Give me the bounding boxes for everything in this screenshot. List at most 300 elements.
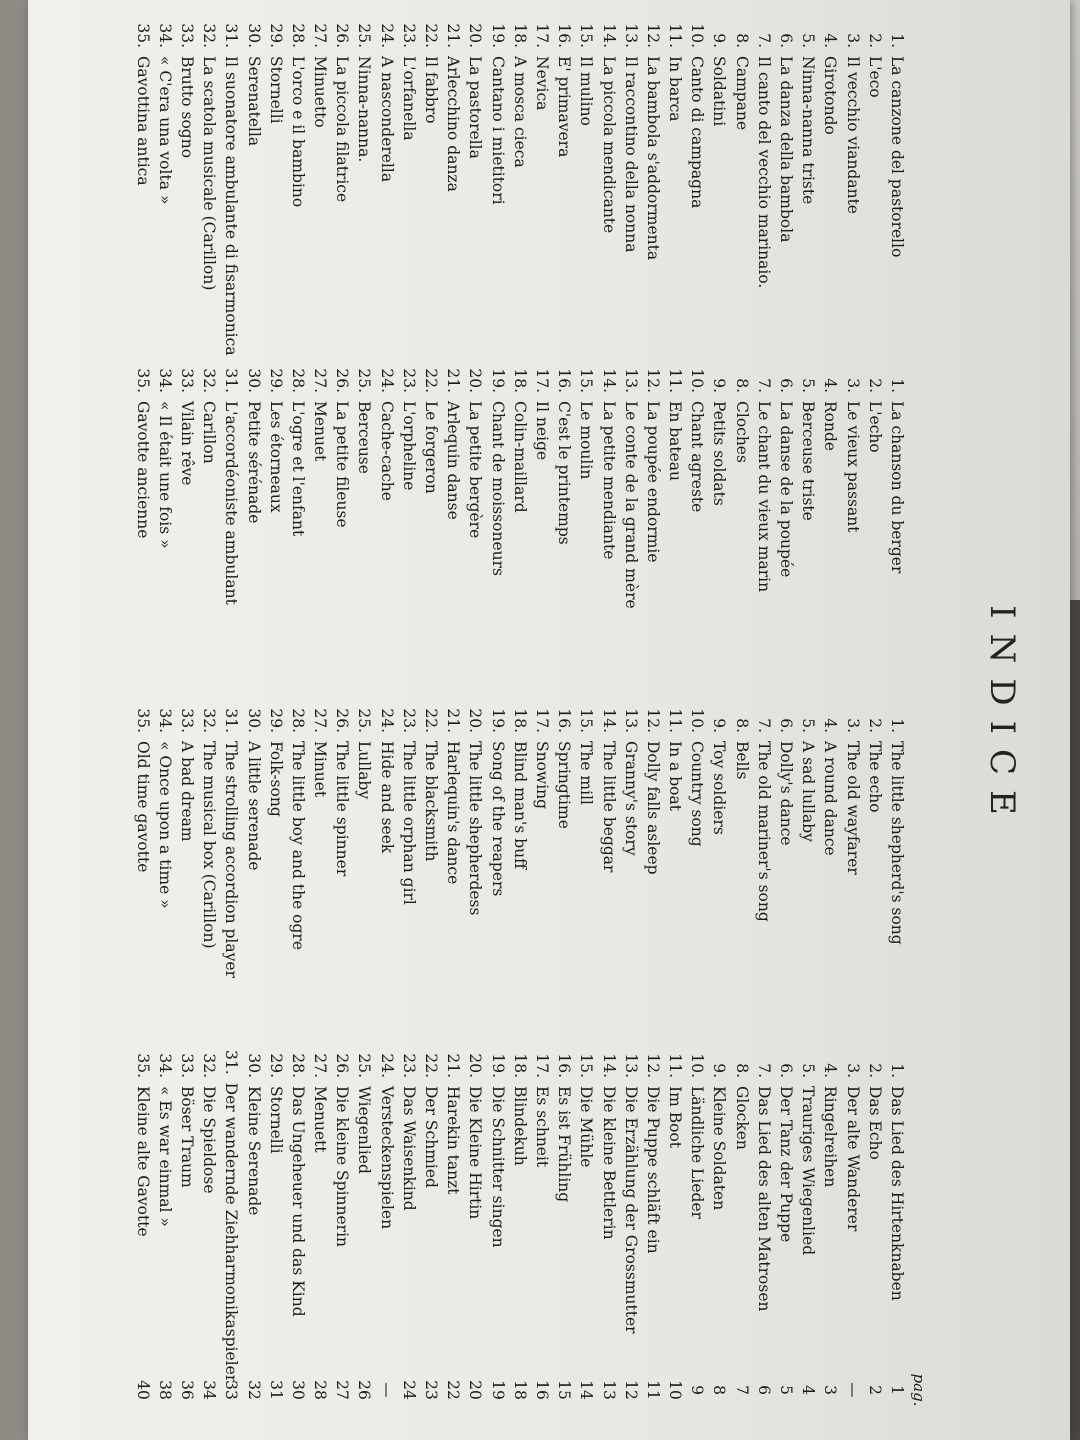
index-entry (287, 365, 309, 705)
index-entry (841, 20, 863, 365)
entry-number: 18. (510, 708, 529, 733)
index-entry (886, 705, 908, 1050)
page-number: 27 (333, 1380, 352, 1400)
entry-title: Song of the reapers (488, 741, 507, 897)
entry-number: 21. (444, 708, 463, 733)
index-entry (864, 705, 886, 1050)
entry-number: 32. (200, 23, 219, 48)
index-entry (486, 1050, 508, 1365)
paper-sheet (28, 0, 1070, 1440)
index-entry (220, 1050, 242, 1383)
entry-title: Ninna-nanna. (355, 56, 374, 163)
index-entry (753, 1050, 775, 1365)
index-entry (708, 1050, 730, 1365)
page-number: 2 (865, 1385, 884, 1395)
index-entry (154, 365, 176, 705)
entry-number: 11. (666, 1053, 685, 1078)
entry-title: Die Erzählung der Grossmutter (621, 1086, 640, 1334)
entry-number: 6. (777, 378, 796, 393)
entry-number: 25. (355, 708, 374, 733)
index-entry (242, 1050, 264, 1365)
index-entry (176, 1050, 198, 1365)
index-entry (531, 1050, 553, 1365)
index-entry (154, 705, 176, 1050)
entry-title: In barca (666, 56, 685, 122)
page-number: 32 (244, 1380, 263, 1400)
entry-number: 15. (577, 23, 596, 48)
entry-title: Il vecchio viandante (843, 56, 862, 214)
entry-number: 3. (843, 33, 862, 48)
page-number: 14 (577, 1380, 596, 1400)
entry-title: La pastorella (466, 56, 485, 159)
index-entry (753, 365, 775, 705)
entry-number: 20. (466, 1053, 485, 1078)
entry-title: Blind man's buff (510, 741, 529, 870)
page-number: 11 (643, 1380, 662, 1400)
index-entry (420, 1050, 442, 1365)
index-entry (442, 20, 464, 365)
entry-title: Girotondo (821, 56, 840, 135)
page-number: 38 (155, 1380, 174, 1400)
index-entry (819, 1050, 841, 1365)
entry-number: 34. (155, 23, 174, 48)
entry-number: 14. (599, 1053, 618, 1078)
entry-title: The little boy and the ogre (288, 741, 307, 951)
entry-title: E' primavera (555, 56, 574, 158)
entry-number: 31. (222, 1050, 241, 1075)
entry-title: Toy soldiers (710, 741, 729, 835)
entry-number: 5. (799, 718, 818, 733)
entry-number: 30. (244, 368, 263, 393)
entry-number: 20. (466, 368, 485, 393)
entry-title: L'orpheline (399, 401, 418, 491)
entry-title: The strolling accordion player (222, 741, 241, 978)
page-number: 31 (266, 1380, 285, 1400)
entry-title: Dolly's dance (777, 741, 796, 846)
entry-number: 6. (777, 1063, 796, 1078)
index-entry (753, 20, 775, 365)
index-entry (819, 20, 841, 365)
entry-title: Dolly falls asleep (643, 741, 662, 875)
entry-title: Die Mühle (577, 1086, 596, 1168)
index-entry (819, 365, 841, 705)
index-entry (464, 20, 486, 365)
index-entry (420, 705, 442, 1050)
entry-title: Böser Traum (178, 1086, 196, 1188)
entry-title: Folk-song (266, 741, 285, 817)
entry-title: La danza della bambola (777, 56, 796, 243)
entry-number: 23. (399, 23, 418, 48)
index-entry (819, 705, 841, 1050)
entry-number: 11. (666, 708, 685, 733)
entry-number: 4. (821, 378, 840, 393)
index-entry (309, 20, 331, 365)
index-entry (797, 705, 819, 1050)
entry-title: Lullaby (355, 741, 374, 800)
index-entry (442, 1050, 464, 1365)
entry-number: 24. (377, 368, 396, 393)
page-number: 1 (888, 1385, 906, 1395)
entry-title: « C'era una volta » (155, 56, 174, 205)
entry-title: « Es war einmal » (155, 1086, 174, 1227)
entry-title: Das Ungeheuer und das Kind (288, 1086, 307, 1317)
index-entry (176, 20, 198, 365)
index-entry (331, 1050, 353, 1365)
entry-title: Berceuse (355, 401, 374, 474)
index-entry (797, 1050, 819, 1365)
entry-title: Minuet (311, 741, 330, 798)
index-entry (686, 1050, 708, 1365)
entry-number: 16. (555, 368, 574, 393)
entry-title: Die Spieldose (200, 1086, 219, 1194)
entry-number: 8. (732, 1063, 751, 1078)
entry-number: 31. (222, 368, 241, 393)
entry-title: La scatola musicale (Carillon) (200, 56, 219, 291)
entry-number: 1. (888, 33, 906, 48)
entry-title: Harlequin's dance (444, 741, 463, 885)
index-entry (353, 365, 375, 705)
index-entry (775, 1050, 797, 1365)
entry-number: 12. (643, 1053, 662, 1078)
entry-title: The little shepherd's song (888, 741, 906, 945)
entry-title: Il suonatore ambulante di fisarmonica (222, 56, 241, 356)
entry-title: Il neige (533, 401, 551, 461)
index-entry (398, 365, 420, 705)
entry-number: 19. (488, 1053, 507, 1078)
entry-number: 25. (355, 23, 374, 48)
index-entry (198, 365, 220, 705)
entry-title: Chant de moissoneurs (488, 401, 507, 576)
index-entry (265, 1050, 287, 1365)
entry-title: Trauriges Wiegenlied (799, 1086, 818, 1256)
index-entry (664, 705, 686, 1050)
index-entry (620, 1050, 642, 1365)
entry-number: 18. (510, 368, 529, 393)
index-entry (353, 1050, 375, 1365)
index-entry (553, 365, 575, 705)
index-entry (686, 705, 708, 1050)
entry-number: 26. (333, 23, 352, 48)
entry-title: L'echo (865, 401, 884, 453)
entry-title: Ninna-nanna triste (799, 56, 818, 205)
entry-title: Cantano i mietitori (488, 56, 507, 205)
entry-number: 33. (178, 368, 196, 393)
entry-number: 32. (200, 1053, 219, 1078)
entry-number: 6. (777, 33, 796, 48)
entry-number: 5. (799, 33, 818, 48)
index-entry (531, 20, 553, 365)
entry-title: La danse de la poupée (777, 401, 796, 578)
index-entry (775, 365, 797, 705)
entry-title: La poupée endormie (643, 401, 662, 563)
index-entry (131, 20, 153, 365)
index-entry (686, 365, 708, 705)
entry-number: 35. (133, 1053, 152, 1078)
index-entry (642, 1050, 664, 1365)
index-entry (176, 705, 198, 1050)
index-entry (664, 365, 686, 705)
entry-number: 7. (754, 1063, 773, 1078)
entry-number: 5. (799, 378, 818, 393)
entry-title: Arlecchino danza (444, 56, 463, 192)
entry-title: Glocken (732, 1086, 751, 1150)
entry-title: La piccola mendicante (599, 56, 618, 234)
entry-title: The blacksmith (422, 741, 441, 862)
entry-number: 23. (399, 1053, 418, 1078)
entry-number: 25. (355, 368, 374, 393)
entry-number: 10. (688, 708, 707, 733)
index-entry (509, 20, 531, 365)
index-entry (664, 20, 686, 365)
entry-number: 9. (710, 378, 729, 393)
entry-title: Old time gavotte (133, 741, 152, 873)
index-entry (731, 20, 753, 365)
index-entry (597, 365, 619, 705)
entry-title: The echo (865, 741, 884, 813)
index-page (28, 20, 1038, 1415)
entry-title: In a boat (666, 741, 685, 811)
index-entry (265, 365, 287, 705)
entry-title: A bad dream (178, 741, 196, 842)
entry-number: 8. (732, 33, 751, 48)
entry-title: Arlequin danse (444, 401, 463, 520)
page-number: 40 (133, 1380, 152, 1400)
entry-number: 13. (621, 368, 640, 393)
entry-title: Brutto sogno (178, 56, 196, 159)
index-entry (531, 365, 553, 705)
entry-number: 2. (865, 718, 884, 733)
entry-title: Blindekuh (510, 1086, 529, 1166)
entry-title: Der Tanz der Puppe (777, 1086, 796, 1243)
entry-number: 16. (555, 1053, 574, 1078)
entry-title: Campane (732, 56, 751, 131)
entry-title: Die Puppe schläft ein (643, 1086, 662, 1254)
index-entry (797, 20, 819, 365)
entry-number: 17. (533, 368, 551, 393)
entry-title: Kleine Soldaten (710, 1086, 729, 1211)
entry-number: 33. (178, 23, 196, 48)
page-number: 18 (510, 1380, 529, 1400)
entry-title: Es schneit (533, 1086, 551, 1168)
entry-number: 8. (732, 378, 751, 393)
entry-title: Soldatini (710, 56, 729, 127)
index-entry (154, 1050, 176, 1365)
page-number: 9 (688, 1385, 707, 1395)
entry-number: 22. (422, 708, 441, 733)
index-entry (309, 365, 331, 705)
index-entry (331, 705, 353, 1050)
page-number: 22 (444, 1380, 463, 1400)
index-entry (287, 705, 309, 1050)
entry-title: C'est le printemps (555, 401, 574, 545)
entry-number: 3. (843, 718, 862, 733)
entry-title: A round dance (821, 741, 840, 856)
index-entry (553, 1050, 575, 1365)
entry-title: En bateau (666, 401, 685, 482)
entry-number: 27. (311, 23, 330, 48)
page-number: 19 (488, 1380, 507, 1400)
entry-title: Ringelreihen (821, 1086, 840, 1188)
entry-number: 12. (643, 708, 662, 733)
entry-title: Country song (688, 741, 707, 847)
page-number: 6 (754, 1385, 773, 1395)
entry-number: 2. (865, 1063, 884, 1078)
german-titles-column (131, 1050, 908, 1383)
index-entry (753, 705, 775, 1050)
index-entry (575, 20, 597, 365)
entry-number: 22. (422, 1053, 441, 1078)
index-entry (131, 1050, 153, 1365)
entry-title: Hide and seek (377, 741, 396, 854)
entry-title: The mill (577, 741, 596, 805)
page-number: 7 (732, 1385, 751, 1395)
index-entry (886, 1050, 908, 1365)
entry-title: The old mariner's song (754, 741, 773, 922)
page-number: 28 (311, 1380, 330, 1400)
index-entry (686, 20, 708, 365)
entry-number: 31. (222, 23, 241, 48)
index-entry (664, 1050, 686, 1365)
index-entry (464, 705, 486, 1050)
entry-title: La piccola filatrice (333, 56, 352, 203)
entry-number: 29. (266, 23, 285, 48)
index-entry (575, 1050, 597, 1365)
index-entry (287, 20, 309, 365)
entry-title: Das Echo (865, 1086, 884, 1160)
entry-number: 4. (821, 1063, 840, 1078)
index-entry (841, 705, 863, 1050)
entry-number: 12. (643, 23, 662, 48)
page-number: 13 (599, 1380, 618, 1400)
entry-title: The musical box (Carillon) (200, 741, 219, 949)
entry-title: Gavottina antica (133, 56, 152, 186)
entry-number: 30. (244, 1053, 263, 1078)
entry-title: Il raccontino della nonna (621, 56, 640, 253)
entry-number: 10. (688, 368, 707, 393)
index-entry (642, 365, 664, 705)
index-entry (176, 365, 198, 705)
entry-number: 24. (377, 23, 396, 48)
entry-number: 17. (533, 1053, 551, 1078)
entry-title: La bambola s'addormenta (643, 56, 662, 261)
entry-number: 11. (666, 23, 685, 48)
index-entry (553, 705, 575, 1050)
entry-number: 22. (422, 368, 441, 393)
entry-title: Wiegenlied (355, 1086, 374, 1174)
entry-title: Vilain rêve (178, 401, 196, 486)
entry-title: Bells (732, 741, 751, 780)
entry-number: 19. (488, 368, 507, 393)
entry-title: The little beggar (599, 741, 618, 873)
page-number: 23 (422, 1380, 441, 1400)
page-number: 4 (799, 1385, 818, 1395)
entry-title: La canzone del pastorello (888, 56, 906, 258)
entry-number: 22. (422, 23, 441, 48)
index-entry (509, 705, 531, 1050)
entry-number: 1. (888, 718, 906, 733)
index-entry (353, 705, 375, 1050)
entry-title: Nevica (533, 56, 551, 111)
index-entry (331, 20, 353, 365)
entry-number: 8. (732, 718, 751, 733)
index-entry (553, 20, 575, 365)
entry-title: A mosca cieca (510, 56, 529, 168)
entry-title: A sad lullaby (799, 741, 818, 842)
page-number: 5 (777, 1385, 796, 1395)
index-entry (398, 1050, 420, 1365)
index-entry (220, 20, 242, 365)
index-entry (242, 365, 264, 705)
entry-number: 20. (466, 708, 485, 733)
entry-number: 1. (888, 378, 906, 393)
index-entry (442, 365, 464, 705)
page-number: 34 (200, 1380, 219, 1400)
entry-number: 14. (599, 23, 618, 48)
entry-number: 25. (355, 1053, 374, 1078)
entry-title: Le chant du vieux marin (754, 401, 773, 593)
entry-title: Gavotte ancienne (133, 401, 152, 539)
entry-title: The little orphan girl (399, 741, 418, 905)
index-entry (309, 705, 331, 1050)
entry-title: L'ogre et l'enfant (288, 401, 307, 537)
page-number: 15 (555, 1380, 574, 1400)
index-entry (198, 705, 220, 1050)
index-entry (198, 20, 220, 365)
entry-number: 14. (599, 708, 618, 733)
entry-title: Menuett (311, 1086, 330, 1153)
entry-title: Le moulin (577, 401, 596, 480)
entry-number: 23. (399, 708, 418, 733)
entry-title: Ländliche Lieder (688, 1086, 707, 1220)
entry-number: 13. (621, 708, 640, 733)
entry-title: « Il était une fois » (155, 401, 174, 549)
index-entry (131, 365, 153, 705)
entry-number: 29. (266, 368, 285, 393)
entry-title: « Once upon a time » (155, 741, 174, 909)
index-entry (531, 705, 553, 1050)
index-entry (331, 365, 353, 705)
entry-title: Granny's story (621, 741, 640, 856)
entry-number: 9. (710, 33, 729, 48)
entry-number: 30. (244, 708, 263, 733)
page-number: 3 (821, 1385, 840, 1395)
entry-title: Minuetto (311, 56, 330, 128)
entry-number: 19. (488, 23, 507, 48)
entry-title: Das Lied des alten Matrosen (754, 1086, 773, 1312)
entry-number: 7. (754, 378, 773, 393)
entry-title: Il fabbro (422, 56, 441, 124)
entry-number: 28. (288, 708, 307, 733)
index-entry (708, 705, 730, 1050)
entry-title: Serenatella (244, 56, 263, 147)
index-entry (841, 365, 863, 705)
entry-number: 20. (466, 23, 485, 48)
entry-title: Cache-cache (377, 401, 396, 501)
entry-title: La petite mendiante (599, 401, 618, 560)
index-entry (886, 20, 908, 365)
index-entry (442, 705, 464, 1050)
entry-number: 9. (710, 1063, 729, 1078)
entry-title: A nasconderella (377, 56, 396, 183)
entry-number: 27. (311, 708, 330, 733)
entry-number: 19. (488, 708, 507, 733)
index-entry (509, 365, 531, 705)
entry-title: La chanson du berger (888, 401, 906, 574)
entry-number: 29. (266, 708, 285, 733)
index-entry (242, 705, 264, 1050)
entry-number: 33. (178, 1053, 196, 1078)
entry-number: 34. (155, 1053, 174, 1078)
